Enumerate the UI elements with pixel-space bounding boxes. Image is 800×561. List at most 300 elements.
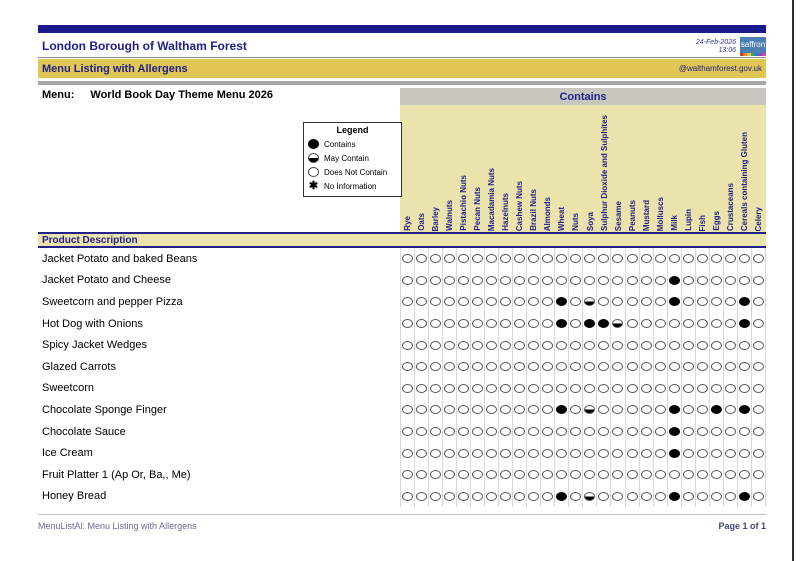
allergen-cell: [554, 356, 568, 378]
allergen-cell: [653, 442, 667, 464]
does-not-contain-mark: [514, 449, 525, 458]
email-domain: @walthamforest.gov.uk: [678, 64, 762, 73]
page-edge-line: [792, 0, 794, 561]
does-not-contain-mark: [514, 341, 525, 350]
allergen-cell: [625, 356, 639, 378]
allergen-cell: [639, 399, 653, 421]
allergen-column: [625, 105, 639, 233]
contains-mark: [739, 492, 750, 501]
does-not-contain-mark: [753, 492, 764, 501]
may-contain-mark: [584, 297, 595, 306]
does-not-contain-mark: [472, 449, 483, 458]
contains-mark: [584, 319, 595, 328]
report-date: 24-Feb-2026: [695, 38, 736, 46]
table-row: [38, 486, 766, 508]
allergen-column: [499, 105, 513, 233]
allergen-cell: [498, 248, 512, 270]
allergen-cell: [568, 442, 582, 464]
does-not-contain-mark: [430, 254, 441, 263]
legend-item: [308, 151, 397, 165]
allergen-cell: [414, 334, 428, 356]
allergen-cell: [428, 399, 442, 421]
allergen-cell: [667, 356, 681, 378]
does-not-contain-mark: [584, 362, 595, 371]
does-not-contain-mark: [528, 319, 539, 328]
does-not-contain-mark: [514, 297, 525, 306]
allergen-cell: [442, 334, 456, 356]
does-not-contain-mark: [514, 405, 525, 414]
does-not-contain-mark: [627, 492, 638, 501]
does-not-contain-mark: [725, 254, 736, 263]
allergen-cell: [625, 291, 639, 313]
allergen-column: [470, 105, 484, 233]
does-not-contain-mark: [500, 427, 511, 436]
does-not-contain-mark: [444, 319, 455, 328]
does-not-contain-mark: [542, 319, 553, 328]
does-not-contain-mark: [556, 362, 567, 371]
allergen-cell: [667, 291, 681, 313]
does-not-contain-mark: [725, 384, 736, 393]
does-not-contain-mark: [627, 297, 638, 306]
does-not-contain-mark: [641, 297, 652, 306]
does-not-contain-mark: [528, 449, 539, 458]
does-not-contain-mark: [528, 341, 539, 350]
does-not-contain-mark: [430, 470, 441, 479]
allergen-cell: [498, 334, 512, 356]
allergen-cell: [737, 486, 751, 508]
does-not-contain-mark: [486, 492, 497, 501]
allergen-cell: [526, 421, 540, 443]
allergen-cell: [484, 399, 498, 421]
saffron-logo-text: saffron: [740, 39, 766, 49]
does-not-contain-mark: [500, 384, 511, 393]
allergen-cell: [723, 378, 737, 400]
allergen-cell: [667, 334, 681, 356]
allergen-cell: [709, 270, 723, 292]
does-not-contain-mark: [598, 470, 609, 479]
allergen-column: [414, 105, 428, 233]
does-not-contain-mark: [641, 362, 652, 371]
allergen-cell: [414, 378, 428, 400]
allergen-cell: [484, 378, 498, 400]
allergen-cell: [610, 399, 624, 421]
footer-divider: [38, 514, 766, 515]
does-not-contain-mark: [500, 341, 511, 350]
does-not-contain-mark: [584, 384, 595, 393]
does-not-contain-mark: [711, 276, 722, 285]
does-not-contain-mark: [402, 384, 413, 393]
does-not-contain-mark: [753, 405, 764, 414]
allergen-cell: [653, 248, 667, 270]
contains-mark: [669, 449, 680, 458]
contains-header-band: [400, 88, 766, 105]
does-not-contain-mark: [598, 341, 609, 350]
allergen-column-label: Lupin: [684, 209, 694, 231]
product-description-header-bar: [38, 232, 766, 248]
does-not-contain-mark: [500, 405, 511, 414]
does-not-contain-mark: [612, 297, 623, 306]
allergen-cell: [414, 248, 428, 270]
legend-item: [308, 137, 397, 151]
allergen-cell: [681, 442, 695, 464]
allergen-cell: [737, 356, 751, 378]
allergen-cell: [400, 313, 414, 335]
allergen-cell: [639, 313, 653, 335]
does-not-contain-mark: [683, 427, 694, 436]
allergen-cell: [498, 442, 512, 464]
allergen-cell: [639, 421, 653, 443]
allergen-cell: [639, 291, 653, 313]
allergen-cell: [653, 421, 667, 443]
allergen-cell: [470, 486, 484, 508]
allergen-cell: [540, 399, 554, 421]
allergen-cell: [751, 442, 766, 464]
allergen-cell: [596, 334, 610, 356]
allergen-cell: [414, 313, 428, 335]
allergen-cell: [428, 378, 442, 400]
allergen-cell: [414, 399, 428, 421]
does-not-contain-mark: [416, 492, 427, 501]
does-not-contain-mark: [444, 297, 455, 306]
allergen-column-label: Hazelnuts: [501, 193, 511, 231]
allergen-cell: [554, 399, 568, 421]
allergen-cell: [442, 378, 456, 400]
does-not-contain-mark: [711, 470, 722, 479]
does-not-contain-mark: [627, 405, 638, 414]
allergen-cell: [526, 270, 540, 292]
allergen-cell: [554, 334, 568, 356]
allergen-cell: [526, 486, 540, 508]
allergen-cell: [554, 442, 568, 464]
table-row: [38, 356, 766, 378]
does-not-contain-mark: [486, 470, 497, 479]
allergen-cell: [526, 291, 540, 313]
allergen-cell: [681, 464, 695, 486]
allergen-cell: [610, 421, 624, 443]
does-not-contain-mark: [711, 319, 722, 328]
allergen-cell: [596, 442, 610, 464]
allergen-cell: [709, 356, 723, 378]
does-not-contain-mark: [444, 254, 455, 263]
contains-mark: [739, 405, 750, 414]
does-not-contain-mark: [753, 276, 764, 285]
product-name: Sweetcorn and pepper Pizza: [42, 295, 183, 308]
allergen-cell: [681, 421, 695, 443]
allergen-cell: [414, 464, 428, 486]
does-not-contain-mark: [627, 427, 638, 436]
does-not-contain-mark: [753, 341, 764, 350]
does-not-contain-mark: [584, 449, 595, 458]
does-not-contain-mark: [655, 492, 666, 501]
allergen-cell: [751, 464, 766, 486]
allergen-cell: [723, 486, 737, 508]
allergen-cell: [596, 378, 610, 400]
allergen-cell: [428, 486, 442, 508]
allergen-column: [653, 105, 667, 233]
does-not-contain-mark: [528, 492, 539, 501]
allergen-column: [597, 105, 611, 233]
product-name: Jacket Potato and Cheese: [42, 274, 172, 287]
allergen-cell: [625, 486, 639, 508]
product-name: Chocolate Sponge Finger: [42, 403, 167, 416]
table-row: [38, 421, 766, 443]
allergen-cell: [625, 399, 639, 421]
allergen-cell: [512, 399, 526, 421]
does-not-contain-mark: [570, 384, 581, 393]
does-not-contain-mark: [500, 319, 511, 328]
does-not-contain-mark: [458, 427, 469, 436]
allergen-cell: [442, 421, 456, 443]
allergen-cell: [681, 270, 695, 292]
does-not-contain-mark: [430, 276, 441, 285]
allergen-cell: [681, 356, 695, 378]
allergen-grid: [38, 248, 766, 507]
does-not-contain-mark: [655, 405, 666, 414]
does-not-contain-mark: [598, 384, 609, 393]
allergen-cell: [540, 442, 554, 464]
report-datetime: [696, 37, 736, 55]
allergen-cell: [667, 378, 681, 400]
allergen-cell: [428, 334, 442, 356]
allergen-cell: [400, 464, 414, 486]
does-not-contain-mark: [683, 492, 694, 501]
does-not-contain-mark: [570, 276, 581, 285]
allergen-cell: [737, 399, 751, 421]
does-not-contain-mark: [402, 254, 413, 263]
does-not-contain-mark: [641, 492, 652, 501]
allergen-cell: [667, 270, 681, 292]
allergen-cell: [610, 291, 624, 313]
allergen-cell: [667, 399, 681, 421]
allergen-cell: [568, 486, 582, 508]
does-not-contain-mark: [612, 492, 623, 501]
may-contain-symbol: [308, 153, 319, 163]
does-not-contain-mark: [472, 427, 483, 436]
footer-report-id: MenuListAl: Menu Listing with Allergens: [38, 521, 197, 531]
allergen-cell: [723, 334, 737, 356]
does-not-contain-mark: [486, 405, 497, 414]
allergen-column: [541, 105, 555, 233]
does-not-contain-mark: [683, 254, 694, 263]
allergen-cell: [554, 291, 568, 313]
allergen-cell: [470, 421, 484, 443]
allergen-cell: [512, 464, 526, 486]
does-not-contain-mark: [612, 362, 623, 371]
contains-mark: [669, 297, 680, 306]
does-not-contain-mark: [725, 427, 736, 436]
allergen-column: [682, 105, 696, 233]
does-not-contain-mark: [725, 319, 736, 328]
allergen-cell: [582, 248, 596, 270]
product-name: Sweetcorn: [42, 382, 94, 395]
allergen-cell: [709, 442, 723, 464]
does-not-contain-mark: [542, 449, 553, 458]
does-not-contain-mark: [711, 341, 722, 350]
allergen-cell: [498, 313, 512, 335]
allergen-cell: [554, 248, 568, 270]
allergen-cell: [582, 421, 596, 443]
does-not-contain-mark: [697, 449, 708, 458]
does-not-contain-mark: [500, 449, 511, 458]
allergen-cell: [512, 291, 526, 313]
does-not-contain-mark: [430, 427, 441, 436]
allergen-cell: [709, 464, 723, 486]
does-not-contain-mark: [739, 276, 750, 285]
allergen-cell: [442, 486, 456, 508]
does-not-contain-mark: [486, 341, 497, 350]
does-not-contain-mark: [753, 384, 764, 393]
allergen-cell: [442, 399, 456, 421]
allergen-cell: [414, 442, 428, 464]
allergen-cell: [596, 248, 610, 270]
allergen-cell: [442, 291, 456, 313]
allergen-column-label: Mustard: [641, 199, 651, 231]
allergen-column: [583, 105, 597, 233]
allergen-cell: [540, 464, 554, 486]
does-not-contain-mark: [711, 297, 722, 306]
allergen-cell: [554, 270, 568, 292]
allergen-cell: [667, 486, 681, 508]
does-not-contain-mark: [627, 341, 638, 350]
allergen-cell: [695, 313, 709, 335]
allergen-cell: [456, 464, 470, 486]
does-not-contain-mark: [753, 297, 764, 306]
allergen-cell: [582, 464, 596, 486]
allergen-cell: [540, 248, 554, 270]
allergen-cell: [723, 270, 737, 292]
does-not-contain-mark: [430, 492, 441, 501]
allergen-cell: [456, 248, 470, 270]
does-not-contain-mark: [444, 427, 455, 436]
allergen-cell: [512, 248, 526, 270]
allergen-cell: [512, 334, 526, 356]
does-not-contain-mark: [669, 341, 680, 350]
allergen-column: [428, 105, 442, 233]
report-title: Menu Listing with Allergens: [42, 62, 188, 75]
does-not-contain-mark: [627, 319, 638, 328]
allergen-column: [400, 105, 414, 233]
table-row: [38, 248, 766, 270]
allergen-cell: [751, 270, 766, 292]
does-not-contain-mark: [500, 276, 511, 285]
legend-items: [308, 137, 397, 193]
allergen-cell: [751, 486, 766, 508]
does-not-contain-mark: [641, 276, 652, 285]
does-not-contain-mark: [627, 384, 638, 393]
allergen-cell: [498, 464, 512, 486]
page-number: Page 1 of 1: [718, 521, 766, 531]
does-not-contain-mark: [598, 449, 609, 458]
header-divider: [38, 57, 766, 58]
does-not-contain-mark: [472, 297, 483, 306]
allergen-cell: [667, 442, 681, 464]
allergen-cell: [723, 248, 737, 270]
does-not-contain-mark: [612, 254, 623, 263]
allergen-column: [569, 105, 583, 233]
does-not-contain-mark: [641, 405, 652, 414]
does-not-contain-mark: [416, 341, 427, 350]
product-name: Chocolate Sauce: [42, 425, 126, 438]
allergen-cell: [639, 442, 653, 464]
allergen-cell: [709, 248, 723, 270]
allergen-cell: [639, 464, 653, 486]
product-name: Hot Dog with Onions: [42, 317, 143, 330]
allergen-cell: [681, 291, 695, 313]
does-not-contain-mark: [570, 362, 581, 371]
does-not-contain-mark: [612, 341, 623, 350]
allergen-cell: [554, 486, 568, 508]
table-row: [38, 313, 766, 335]
does-not-contain-mark: [725, 405, 736, 414]
allergen-cell: [470, 442, 484, 464]
menu-label: Menu:: [42, 89, 75, 101]
allergen-column-label: Cereals containing Gluten: [740, 131, 750, 231]
does-not-contain-mark: [725, 297, 736, 306]
does-not-contain-mark: [514, 470, 525, 479]
allergen-cell: [582, 313, 596, 335]
does-not-contain-mark: [655, 427, 666, 436]
allergen-cell: [484, 313, 498, 335]
allergen-cell: [610, 464, 624, 486]
does-not-contain-mark: [416, 319, 427, 328]
does-not-contain-mark: [416, 254, 427, 263]
allergen-cell: [428, 248, 442, 270]
does-not-contain-mark: [739, 362, 750, 371]
allergen-column: [752, 105, 766, 233]
contains-mark: [669, 427, 680, 436]
allergen-cell: [639, 248, 653, 270]
does-not-contain-mark: [556, 276, 567, 285]
allergen-cell: [526, 313, 540, 335]
allergen-cell: [723, 399, 737, 421]
allergen-cell: [442, 248, 456, 270]
does-not-contain-mark: [486, 254, 497, 263]
does-not-contain-mark: [683, 470, 694, 479]
product-description-header: Product Description: [42, 234, 138, 246]
does-not-contain-mark: [697, 319, 708, 328]
does-not-contain-mark: [612, 405, 623, 414]
does-not-contain-mark: [683, 319, 694, 328]
allergen-cell: [470, 313, 484, 335]
allergen-cell: [568, 248, 582, 270]
does-not-contain-mark: [669, 319, 680, 328]
does-not-contain-mark: [753, 449, 764, 458]
does-not-contain-mark: [753, 319, 764, 328]
does-not-contain-mark: [598, 492, 609, 501]
does-not-contain-mark: [430, 405, 441, 414]
does-not-contain-mark: [416, 427, 427, 436]
does-not-contain-mark: [444, 276, 455, 285]
does-not-contain-mark: [669, 254, 680, 263]
does-not-contain-mark: [514, 492, 525, 501]
contains-mark: [739, 297, 750, 306]
table-row: [38, 399, 766, 421]
report-footer: [38, 521, 766, 531]
legend-item-label: May Contain: [324, 153, 369, 163]
does-not-contain-mark: [402, 341, 413, 350]
allergen-cell: [695, 421, 709, 443]
does-not-contain-mark: [514, 384, 525, 393]
does-not-contain-mark: [683, 341, 694, 350]
allergen-cell: [596, 464, 610, 486]
does-not-contain-mark: [570, 297, 581, 306]
allergen-cell: [540, 356, 554, 378]
allergen-cell: [400, 421, 414, 443]
allergen-cell: [456, 291, 470, 313]
allergen-cell: [568, 421, 582, 443]
allergen-column: [696, 105, 710, 233]
allergen-cell: [737, 270, 751, 292]
